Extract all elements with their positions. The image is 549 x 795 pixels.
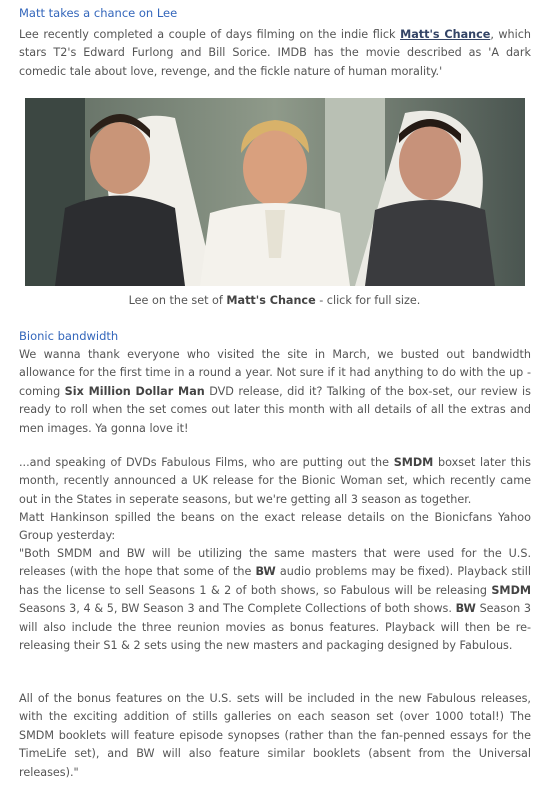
bold-text: BW [255,565,276,579]
photo-caption [0,293,549,309]
post-paragraph [19,26,531,81]
text-span: , which stars T2's Edward Furlong and Bill Sorice. IMDB has the movie described as 'A dark comedic tale about love, revenge, and the fickle nature of human morality.' [19,28,531,78]
text-span: - click for full size. [315,294,421,307]
text-span: DVD release, did it? Talking of the box-set, our review is ready to roll when the set comes out later this month with all details of all the extras and men images. Ya gonna love it! [19,384,531,435]
caption-bold: Matt's Chance [226,294,316,307]
movie-set-photo[interactable] [25,98,525,286]
bold-text: Six Million Dollar Man [64,384,205,398]
matts-chance-link[interactable]: Matt's Chance [400,28,491,41]
text-span: Lee on the set of [128,294,227,307]
bold-text: BW [455,602,476,616]
text-span: ...and speaking of DVDs Fabulous Films, who are putting out the [19,456,394,469]
post-paragraph [19,454,531,509]
post-title-matt-takes-a-chance[interactable]: Matt takes a chance on Lee [19,6,178,20]
post-paragraph [19,346,531,438]
quote-paragraph [19,545,531,655]
text-span: audio problems may be fixed). Playback still has the license to sell Seasons 1 & 2 of both shows, so Fabulous will be releasing [19,565,531,597]
post-title-bionic-bandwidth[interactable]: Bionic bandwidth [19,329,119,343]
text-span: We wanna thank everyone who visited the site in March, we busted out bandwidth allowance for the first time in a round a year. Not sure if it had anything to do with the up -coming [19,348,531,398]
post-paragraph: Matt Hankinson spilled the beans on the exact release details on the Bionicfans Yahoo Group yesterday: [19,511,531,543]
text-span: Lee recently completed a couple of days filming on the indie flick [19,28,401,41]
photo-illustration [25,98,525,286]
text-span: boxset later this month, recently announced a UK release for the Bionic Woman set, which recently came out in the States in seperate seasons, but we're getting all 3 season as together. [19,456,531,506]
bold-text: SMDM [393,456,434,469]
quote-paragraph: All of the bonus features on the U.S. sets will be included in the new Fabulous releases, with the exciting addition of stills galleries on each season set (over 1000 total!) The SMDM booklets will feature episode synopses (rather than the fan-penned essays for the TimeLife set), and BW will also feature similar booklets (absent from the Universal releases)." [19,692,531,779]
text-span: Season 3 will also include the three reunion movies as bonus features. Playback will then be re-releasing their S1 & 2 sets using the new masters and packaging designed by Fabulous. [19,602,531,653]
text-span: "Both SMDM and BW will be utilizing the same masters that were used for the U.S. releases (with the hope that some of the [19,547,531,579]
text-span: Seasons 3, 4 & 5, BW Season 3 and The Complete Collections of both shows. [19,602,456,616]
bold-text: SMDM [491,583,531,597]
